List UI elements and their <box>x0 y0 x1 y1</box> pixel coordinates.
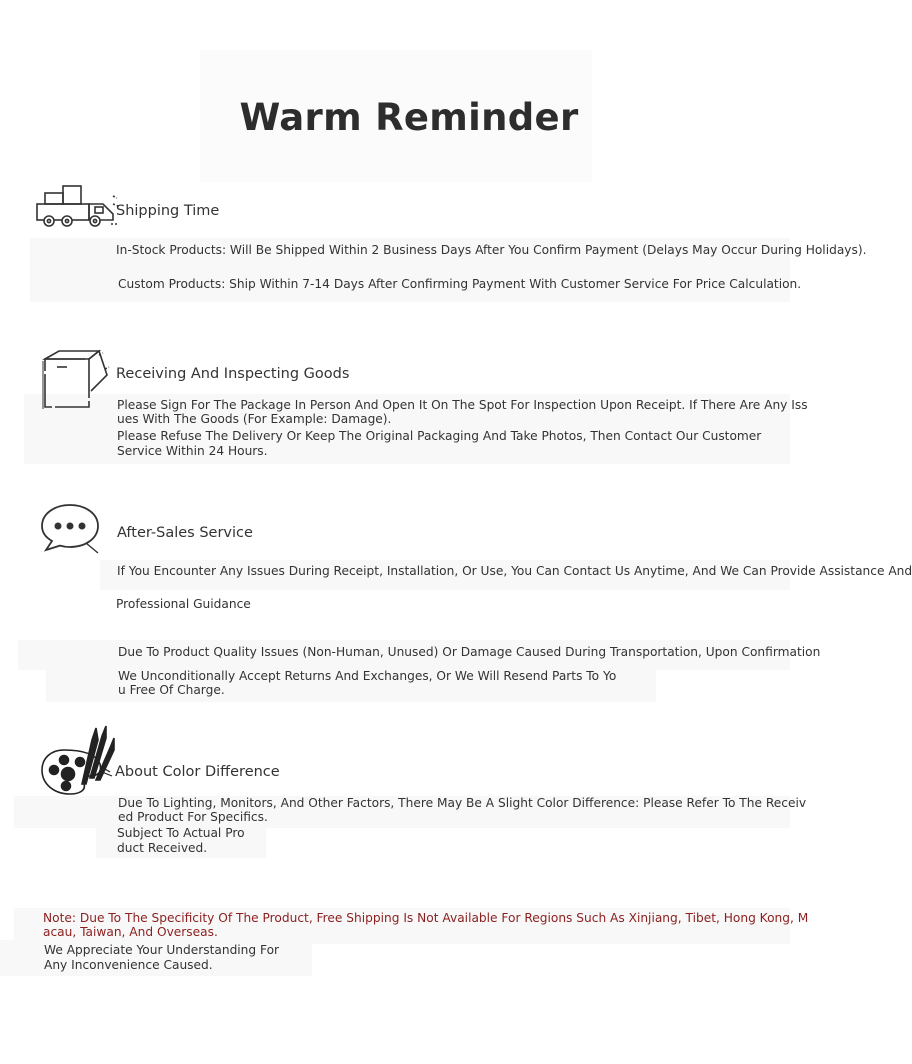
after-sales-line-2: Professional Guidance <box>116 597 251 611</box>
receiving-heading: Receiving And Inspecting Goods <box>116 366 350 382</box>
after-sales-heading: After-Sales Service <box>117 525 253 541</box>
paint-palette-icon <box>40 726 116 798</box>
shipping-line-1: In-Stock Products: Will Be Shipped Within 2 Business Days After You Confirm Payment (Delays May Occur During Holidays). <box>116 243 867 257</box>
closing-line-1: We Appreciate Your Understanding For <box>44 943 280 957</box>
receiving-line-4: Service Within 24 Hours. <box>117 444 268 458</box>
chat-bubble-icon <box>40 503 102 557</box>
after-sales-line-5: u Free Of Charge. <box>118 683 225 697</box>
closing-line-2: Any Inconvenience Caused. <box>44 958 213 972</box>
color-line-3: Subject To Actual Pro <box>117 826 245 840</box>
shipping-heading: Shipping Time <box>116 203 220 219</box>
after-sales-line-1: If You Encounter Any Issues During Receipt, Installation, Or Use, You Can Contact Us Anytime, And We Can Provide Assistance And <box>117 564 912 578</box>
after-sales-line-4: We Unconditionally Accept Returns And Exchanges, Or We Will Resend Parts To Yo <box>118 669 617 683</box>
truck-icon <box>33 184 119 230</box>
receiving-line-3: Please Refuse The Delivery Or Keep The Original Packaging And Take Photos, Then Contact Our Customer <box>117 429 762 443</box>
color-line-4: duct Received. <box>117 841 208 855</box>
color-line-2: ed Product For Specifics. <box>118 810 268 824</box>
shipping-note-line-2: acau, Taiwan, And Overseas. <box>43 925 218 939</box>
after-sales-line-3: Due To Product Quality Issues (Non-Human, Unused) Or Damage Caused During Transportation, Upon Confirmation <box>118 645 821 659</box>
color-line-1: Due To Lighting, Monitors, And Other Factors, There May Be A Slight Color Difference: Please Refer To The Receiv <box>118 796 807 810</box>
package-box-icon <box>41 349 111 417</box>
color-heading: About Color Difference <box>115 764 280 780</box>
shipping-note-line-1: Note: Due To The Specificity Of The Product, Free Shipping Is Not Available For Regions Such As Xinjiang, Tibet, Hong Kong, M <box>43 911 809 925</box>
page-title: Warm Reminder <box>239 96 579 139</box>
receiving-line-1: Please Sign For The Package In Person And Open It On The Spot For Inspection Upon Receipt. If There Are Any Iss <box>117 398 808 412</box>
shipping-line-2: Custom Products: Ship Within 7-14 Days After Confirming Payment With Customer Service For Price Calculation. <box>118 277 802 291</box>
receiving-line-2: ues With The Goods (For Example: Damage). <box>117 412 392 426</box>
